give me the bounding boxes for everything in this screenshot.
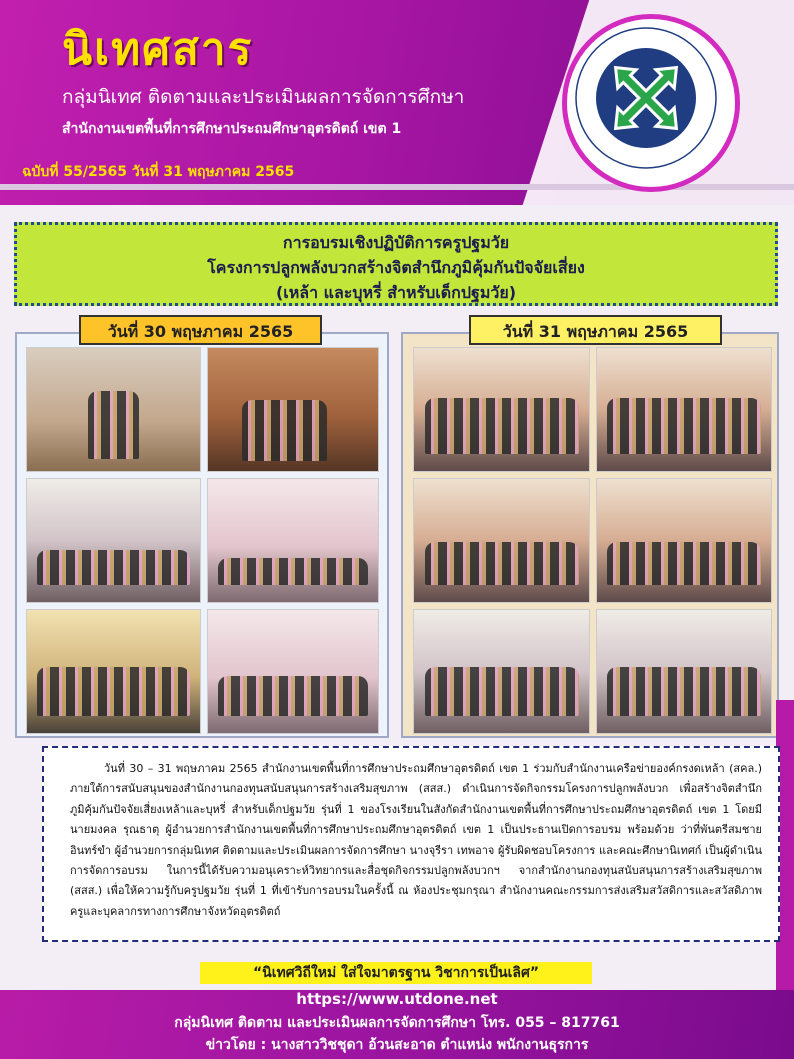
newsletter-title: นิเทศสาร (62, 24, 254, 75)
news-description-box (42, 746, 780, 942)
organization-logo (562, 14, 740, 192)
photo-certificates-2 (596, 478, 772, 603)
photo-group-day-2-a (413, 609, 590, 734)
website-link[interactable]: https://www.utdone.net (296, 990, 498, 1008)
newsletter-subtitle: กลุ่มนิเทศ ติดตามและประเมินผลการจัดการศึกษา (62, 86, 465, 108)
reporter-line: ข่าวโดย : นางสาววิชชุดา อ้วนสะอาด ตำแหน่ง พนักงานธุรการ (205, 1037, 589, 1053)
photo-certificates-1 (413, 478, 590, 603)
event-title-line-3: (เหล้า และบุหรี่ สำหรับเด็กปฐมวัย) (275, 283, 517, 302)
contact-line: กลุ่มนิเทศ ติดตาม และประเมินผลการจัดการศึกษา โทร. 055 – 817761 (174, 1015, 620, 1031)
office-name: สำนักงานเขตพื้นที่การศึกษาประถมศึกษาอุตรดิตถ์ เขต 1 (62, 121, 402, 137)
photo-training-room (207, 478, 379, 603)
photo-director-speech (26, 347, 201, 472)
photo-group-day-2-b (596, 609, 772, 734)
photo-presentation-board (207, 609, 379, 734)
slogan: “นิเทศวิถีใหม่ ใส่ใจมาตรฐาน วิชาการเป็นเลิศ” (200, 962, 592, 984)
news-description: วันที่ 30 – 31 พฤษภาคม 2565 สำนักงานเขตพื้นที่การศึกษาประถมศึกษาอุตรดิตถ์ เขต 1 ร่วมกับสำนักงานเครือข่ายองค์กรงดเหล้า (สคล.) ภายใต้การสนับสนุนของสำนักงานกองทุนสนับสนุนการสร้างเสริมสุขภาพ (สสส.) ดำเนินการจัดกิจกรรมโครงการปลูกพลังบวก เพื่อสร้างจิตสำนึกภูมิคุ้มกันปัจจัยเสี่ยงเหล้าและบุหรี่ สำหรับเด็กปฐมวัย รุ่นที่ 1 ของโรงเรียนในสังกัดสำนักงานเขตพื้นที่การศึกษาประถมศึกษาอุตรดิตถ์ เขต 1 โดยมี นายมงคล รุณธาตุ ผู้อำนวยการสำนักงานเขตพื้นที่การศึกษาประถมศึกษาอุตรดิตถ์ เขต 1 เป็นประธานเปิดการอบรม พร้อมด้วย ว่าที่พันตรีสมชาย อินทร์ขำ ผู้อำนวยการกลุ่มนิเทศ ติดตามและประเมินผลการจัดการศึกษา นางจุรีรา เทพอาจ ผู้รับผิดชอบโครงการ และคณะศึกษานิเทศก์ เป็นผู้ดำเนินการจัดการอบรม ในการนี้ได้รับความอนุเคราะห์วิทยากรและสื่อชุดกิจกรรมปลูกพลังบวกฯ จากสำนักงานกองทุนสนับสนุนการสร้างเสริมสุขภาพ (สสส.) เพื่อให้ความรู้กับครูปฐมวัย รุ่นที่ 1 ที่เข้ารับการอบรมในครั้งนี้ ณ ห้องประชุมกรุณา สำนักงานคณะกรรมการส่งเสริมสวัสดิการและสวัสดิภาพครูและบุคลากรทางการศึกษาจังหวัดอุตรดิตถ์ (70, 762, 762, 918)
event-title-line-1: การอบรมเชิงปฏิบัติการครูปฐมวัย (282, 233, 510, 252)
issue-line: ฉบับที่ 55/2565 วันที่ 31 พฤษภาคม 2565 (22, 164, 295, 180)
photo-poster-presentation (413, 347, 590, 472)
date-label-day-1: วันที่ 30 พฤษภาคม 2565 (79, 315, 322, 345)
event-title-line-2: โครงการปลูกพลังบวกสร้างจิตสำนึกภูมิคุ้มกันปัจจัยเสี่ยง (207, 258, 585, 277)
photo-group-day-1 (26, 478, 201, 603)
date-label-day-2: วันที่ 31 พฤษภาคม 2565 (469, 315, 722, 345)
photo-team-board (596, 347, 772, 472)
photo-workshop-activity (26, 609, 201, 734)
photo-opening-ceremony (207, 347, 379, 472)
footer (0, 990, 794, 1059)
event-title-box (14, 222, 778, 306)
crossed-arrows-logo-icon (567, 19, 725, 177)
